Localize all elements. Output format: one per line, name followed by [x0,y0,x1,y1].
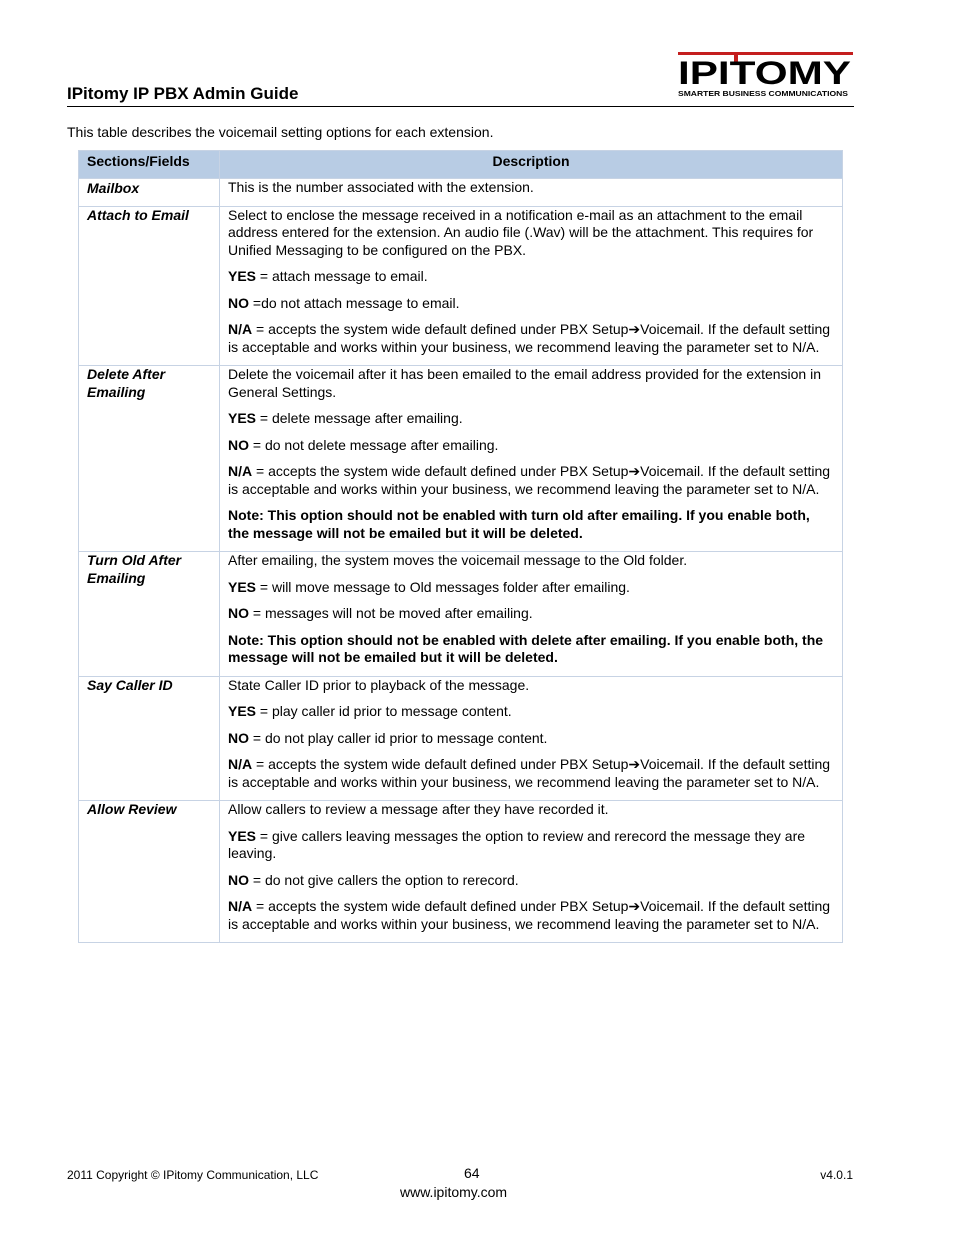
intro-text: This table describes the voicemail setting options for each extension. [67,124,494,140]
option-explanation: = accepts the system wide default defined under PBX Setup➔Voicemail. If the default setting is acceptable and works within your business, we recommend leaving the parameter set to N/A. [228,321,831,355]
option-value: NO [228,436,249,453]
field-description [220,179,843,207]
option-explanation: = messages will not be moved after emailing. [249,605,533,621]
ipitomy-logo [678,52,853,98]
option-value: N/A [228,321,253,337]
option-paragraph [228,312,834,365]
field-description [220,552,843,677]
option-paragraph [228,454,834,498]
table-row [79,179,843,207]
option-value: N/A [228,756,253,772]
option-explanation: = accepts the system wide default defined under PBX Setup➔Voicemail. If the default setting is acceptable and works within your business, we recommend leaving the parameter set to N/A. [228,898,831,932]
option-value: NO [228,605,249,621]
description-paragraph: After emailing, the system moves the voicemail message to the Old folder. [228,552,688,568]
table-row [79,206,843,366]
option-explanation: =do not attach message to email. [249,294,460,311]
table-row [79,801,843,943]
description-paragraph: Allow callers to review a message after they have recorded it. [228,801,609,817]
option-explanation: = do not play caller id prior to message content. [249,729,548,746]
option-paragraph [228,889,834,942]
option-paragraph [228,401,834,428]
option-paragraph [228,428,834,455]
field-name: Allow Review [79,801,220,943]
footer-version: v4.0.1 [820,1168,853,1182]
option-explanation: = accepts the system wide default defined under PBX Setup➔Voicemail. If the default setting is acceptable and works within your business, we recommend leaving the parameter set to N/A. [228,756,831,790]
option-paragraph [228,694,834,721]
option-paragraph [228,819,834,863]
warning-note: Note: This option should not be enabled with turn old after emailing. If you enable both, the message will not be emailed but it will be deleted. [228,507,810,541]
table-header-row [79,151,843,179]
option-value: N/A [228,898,253,914]
field-name: Say Caller ID [79,676,220,801]
field-description [220,801,843,943]
field-name: Delete After Emailing [79,366,220,552]
svg-text:IPITOMY: IPITOMY [678,55,851,91]
option-explanation: = will move message to Old messages folder after emailing. [256,578,630,595]
footer-page-number: 64 [464,1165,480,1181]
option-value: YES [228,703,257,719]
column-header-fields: Sections/Fields [79,151,220,179]
option-paragraph [228,286,834,313]
header-divider [67,106,854,107]
option-explanation: = do not delete message after emailing. [249,436,499,453]
table-row [79,676,843,801]
voicemail-settings-table [78,150,843,943]
footer-copyright: 2011 Copyright © IPitomy Communication, LLC [67,1168,319,1182]
option-explanation: = do not give callers the option to rerecord. [249,871,519,888]
field-name: Attach to Email [79,206,220,366]
warning-note: Note: This option should not be enabled with delete after emailing. If you enable both, the message will not be emailed but it will be deleted. [228,631,824,665]
option-paragraph [228,596,834,623]
option-value: N/A [228,463,253,479]
option-value: YES [228,827,257,844]
field-name: Mailbox [79,179,220,207]
option-value: YES [228,578,257,595]
option-explanation: = attach message to email. [256,268,428,284]
description-paragraph: State Caller ID prior to playback of the message. [228,676,530,693]
description-paragraph: Select to enclose the message received in a notification e-mail as an attachment to the email address entered for the extension. An audio file (.Wav) will be the attachment. This requires for Unified Messaging to be configured on the PBX. [228,206,814,258]
svg-text:SMARTER BUSINESS COMMUNICATION: SMARTER BUSINESS COMMUNICATIONS [678,91,849,98]
description-paragraph: This is the number associated with the extension. [228,179,534,195]
document-title: IPitomy IP PBX Admin Guide [67,84,299,103]
option-paragraph [228,259,834,286]
option-value: YES [228,410,257,426]
column-header-description: Description [220,151,843,179]
option-explanation: = play caller id prior to message content. [256,703,512,719]
option-paragraph [228,721,834,748]
option-paragraph [228,863,834,890]
option-explanation: = accepts the system wide default defined under PBX Setup➔Voicemail. If the default setting is acceptable and works within your business, we recommend leaving the parameter set to N/A. [228,463,831,497]
option-explanation: = give callers leaving messages the option to review and rerecord the message they are leaving. [228,827,806,861]
option-value: NO [228,871,249,888]
table-row [79,552,843,677]
field-description [220,206,843,366]
option-paragraph [228,570,834,597]
field-description [220,366,843,552]
footer-website: www.ipitomy.com [400,1184,508,1200]
option-explanation: = delete message after emailing. [256,410,463,426]
option-value: YES [228,268,257,284]
option-value: NO [228,294,249,311]
field-description [220,676,843,801]
option-value: NO [228,729,249,746]
field-name: Turn Old After Emailing [79,552,220,677]
option-paragraph [228,747,834,800]
description-paragraph: Delete the voicemail after it has been emailed to the email address provided for the extension in General Settings. [228,366,822,400]
table-row [79,366,843,552]
